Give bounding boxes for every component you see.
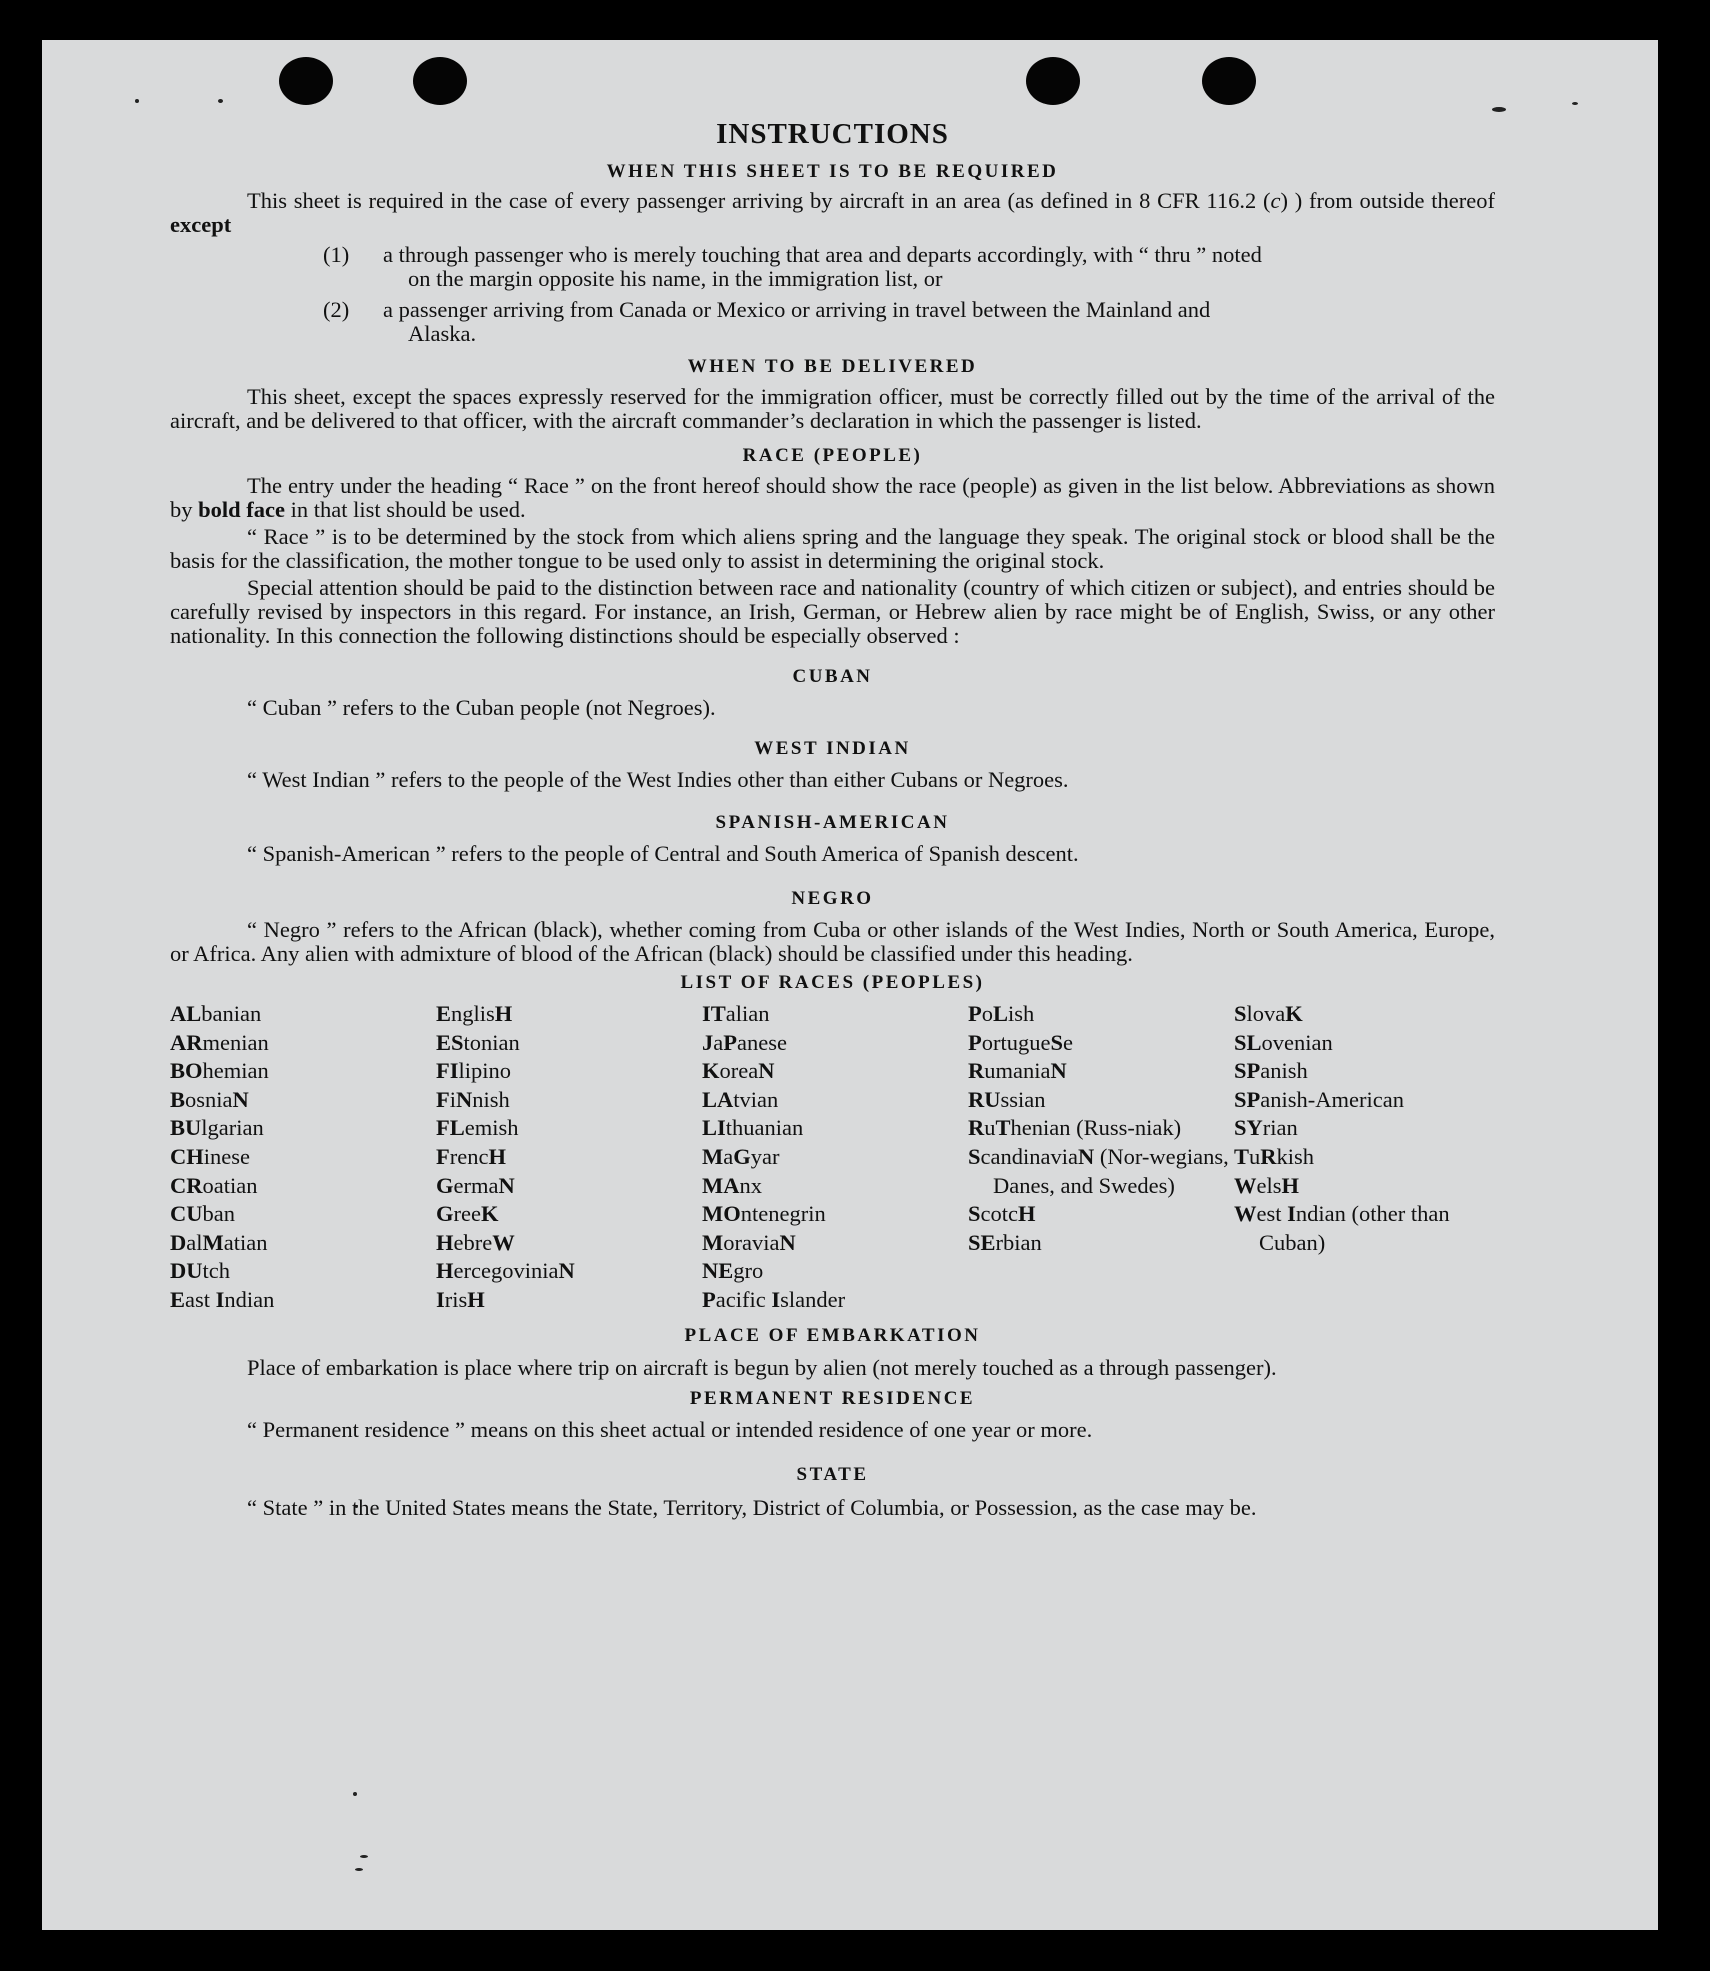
race-entry: DUtch (170, 1258, 230, 1284)
race-entry: MOntenegrin (702, 1201, 826, 1227)
exception-text (383, 298, 1495, 346)
exception-text (383, 243, 1495, 291)
race-entry: GreeK (436, 1201, 499, 1227)
race-entry: CHinese (170, 1143, 250, 1169)
required-text-b: ) ) from outside thereof (1280, 188, 1495, 213)
race-entry: HercegoviniaN (436, 1258, 575, 1284)
speck (135, 99, 139, 103)
race-entry: MAnx (702, 1172, 762, 1198)
embarkation-paragraph: Place of embarkation is place where trip on aircraft is begun by alien (not merely touched as a through passenger). (247, 1354, 1277, 1380)
race-entry: Pacific Islander (702, 1286, 846, 1312)
race-entry: FiNnish (436, 1086, 510, 1112)
section-heading-negro: NEGRO (791, 888, 874, 909)
race-entry: PoLish (968, 1001, 1035, 1026)
speck (355, 1868, 363, 1871)
exception-line: a through passenger who is merely touching that area and departs accordingly, with “ thru ” noted (383, 242, 1262, 267)
race-entry: KoreaN (702, 1058, 775, 1084)
race-entry: SErbian (968, 1229, 1042, 1255)
race-entry: West Indian (other than Cuban) (1234, 1201, 1450, 1255)
exception-line: a passenger arriving from Canada or Mexico or arriving in travel between the Mainland and (383, 297, 1211, 322)
punch-hole (1026, 57, 1080, 105)
punch-hole (279, 57, 333, 105)
exception-number: (2) (323, 297, 350, 322)
section-heading-state: STATE (796, 1463, 869, 1485)
cuban-paragraph: “ Cuban ” refers to the Cuban people (not Negroes). (247, 695, 716, 720)
exception-item (170, 298, 1495, 346)
race-entry: BosniaN (170, 1086, 249, 1112)
race-entry: MaGyar (702, 1143, 780, 1169)
race-entry: FrencH (436, 1143, 506, 1169)
race-entry: ScandinaviaN (Nor-wegians, Danes, and Swedes) (968, 1143, 1229, 1198)
race-entry: WelsH (1234, 1172, 1300, 1198)
required-paragraph (170, 189, 1495, 237)
exception-line: Alaska. (408, 321, 477, 346)
race-entry: SYrian (1234, 1115, 1298, 1141)
section-heading-race: RACE (PEOPLE) (742, 445, 923, 466)
race-entry: PortugueSe (968, 1029, 1073, 1055)
punch-hole (413, 57, 467, 105)
section-heading-list-of-races: LIST OF RACES (PEOPLES) (680, 972, 985, 993)
race-entry: EnglisH (436, 1001, 513, 1026)
races-column (702, 1000, 968, 1315)
exception-item (170, 243, 1495, 291)
west-indian-paragraph: “ West Indian ” refers to the people of the West Indies other than either Cubans or Negroes. (247, 767, 1069, 792)
race-entry: LIthuanian (702, 1115, 804, 1141)
race-entry: CUban (170, 1201, 235, 1227)
race-paragraph: Special attention should be paid to the distinction between race and nationality (country of which citizen or subject), and entries should be carefully revised by inspectors in this regard. For instance, an Irish, German, or Hebrew alien by race might be of English, Swiss, or any other nationality. In this connection the following distinctions should be especially observed : (170, 575, 1495, 648)
required-text-a: This sheet is required in the case of every passenger arriving by aircraft in an area (as defined in 8 CFR 116.2 ( (247, 188, 1271, 213)
races-column (968, 1000, 1234, 1315)
race-text: The entry under the heading “ Race ” on the front hereof should show the race (people) as given in the list below. Abbreviations as shown by (170, 473, 1495, 522)
section-heading-delivered: WHEN TO BE DELIVERED (687, 356, 978, 377)
race-entry: JaPanese (702, 1029, 787, 1055)
speck (353, 1792, 357, 1796)
race-entry: NEgro (702, 1258, 764, 1284)
delivered-paragraph: This sheet, except the spaces expressly reserved for the immigration officer, must be correctly filled out by the time of the arrival of the aircraft, and be delivered to that officer, with the aircraft commander’s declaration in which the passenger is listed. (170, 384, 1495, 433)
race-entry: ScotcH (968, 1201, 1036, 1227)
race-paragraph (170, 474, 1495, 522)
race-entry: FIlipino (436, 1058, 512, 1084)
section-heading-embarkation: PLACE OF EMBARKATION (684, 1324, 981, 1346)
speck (1492, 107, 1506, 112)
race-entry: LAtvian (702, 1086, 779, 1112)
races-column (436, 1000, 702, 1315)
page-title: INSTRUCTIONS (716, 118, 949, 150)
section-heading-west-indian: WEST INDIAN (754, 738, 911, 759)
punch-hole (1202, 57, 1256, 105)
speck (218, 99, 223, 103)
race-entry: HebreW (436, 1229, 515, 1255)
section-heading-required: WHEN THIS SHEET IS TO BE REQUIRED (606, 161, 1059, 182)
races-list (170, 1000, 1495, 1315)
race-entry: IrisH (436, 1286, 485, 1312)
section-heading-cuban: CUBAN (792, 666, 873, 687)
speck (360, 1855, 368, 1858)
section-heading-spanish-american: SPANISH-AMERICAN (715, 812, 950, 833)
race-entry: GermaN (436, 1172, 515, 1198)
race-entry: SLovenian (1234, 1029, 1333, 1055)
race-entry: CRoatian (170, 1172, 258, 1198)
race-entry: RuThenian (Russ-niak) (968, 1115, 1182, 1141)
race-paragraph: “ Race ” is to be determined by the stock from which aliens spring and the language they speak. The original stock or blood shall be the basis for the classification, the mother tongue to be used only to assist in determining the original stock. (170, 524, 1495, 573)
race-entry: ALbanian (170, 1001, 262, 1026)
negro-paragraph: “ Negro ” refers to the African (black), whether coming from Cuba or other islands of the West Indies, North or South America, Europe, or Africa. Any alien with admixture of blood of the African (black) should be classified under this heading. (170, 917, 1495, 966)
race-entry: RumaniaN (968, 1058, 1067, 1084)
race-entry: BUlgarian (170, 1115, 264, 1141)
race-entry: MoraviaN (702, 1229, 796, 1255)
required-except: except (170, 212, 232, 237)
race-entry: ARmenian (170, 1029, 269, 1055)
required-text-c: c (1270, 188, 1281, 213)
race-entry: BOhemian (170, 1058, 269, 1084)
state-paragraph: “ State ” in the United States means the State, Territory, District of Columbia, or Possession, as the case may be. (247, 1494, 1257, 1520)
race-entry: SlovaK (1234, 1001, 1303, 1026)
exception-number: (1) (323, 242, 350, 267)
races-column (170, 1000, 436, 1315)
race-entry: DalMatian (170, 1229, 268, 1255)
race-text: in that list should be used. (285, 497, 526, 522)
exception-line: on the margin opposite his name, in the immigration list, or (408, 266, 943, 291)
instructions-content (170, 118, 1495, 1522)
residence-paragraph: “ Permanent residence ” means on this sheet actual or intended residence of one year or more. (247, 1416, 1093, 1442)
spanish-american-paragraph: “ Spanish-American ” refers to the people of Central and South America of Spanish descent. (247, 841, 1079, 866)
race-entry: East Indian (170, 1286, 275, 1312)
race-bold-face: bold face (198, 497, 285, 522)
race-entry: SPanish (1234, 1058, 1308, 1084)
race-entry: ITalian (702, 1001, 770, 1026)
speck (1572, 102, 1578, 105)
race-entry: EStonian (436, 1029, 520, 1055)
race-entry: TuRkish (1234, 1143, 1315, 1169)
section-heading-residence: PERMANENT RESIDENCE (689, 1387, 976, 1409)
race-entry: FLemish (436, 1115, 519, 1141)
races-column (1234, 1000, 1495, 1315)
race-entry: RUssian (968, 1086, 1046, 1112)
race-entry: SPanish-American (1234, 1086, 1404, 1112)
